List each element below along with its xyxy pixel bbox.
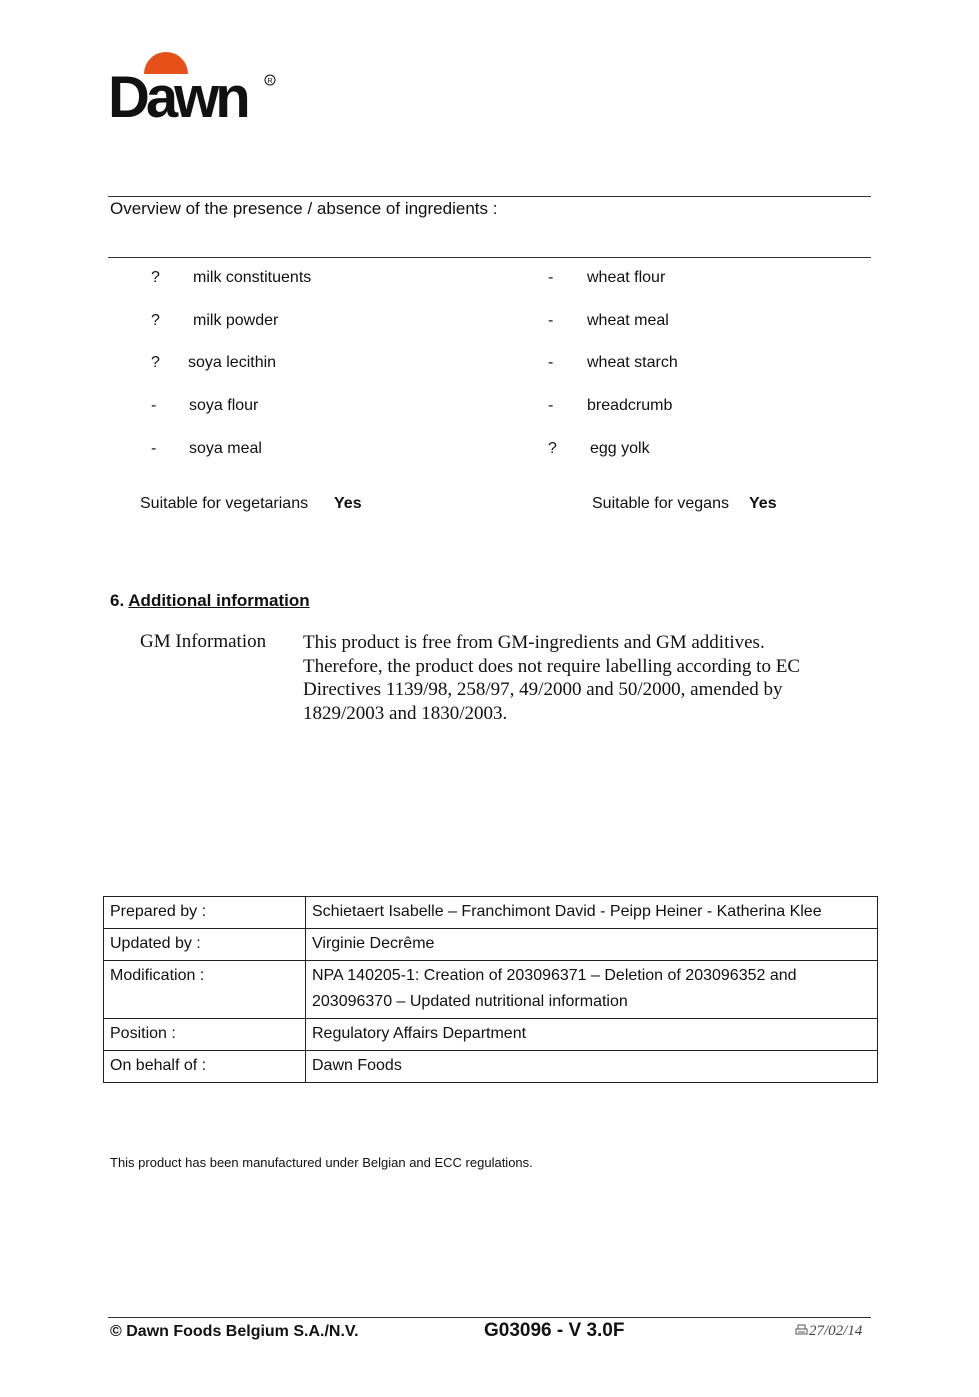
- section-6-heading: [110, 591, 310, 611]
- ingredient-mark: -: [548, 397, 554, 414]
- footer-company: © Dawn Foods Belgium S.A./N.V.: [110, 1323, 359, 1340]
- gm-information-text: This product is free from GM-ingredients and GM additives. Therefore, the product does not require labelling according to EC Directives 1139/98, 258/97, 49/2000 and 50/2000, amended by 1829/2003 and 1830/2003.: [303, 632, 800, 724]
- table-label: Modification :: [104, 961, 306, 1019]
- table-value: Regulatory Affairs Department: [306, 1019, 878, 1051]
- vegans-label: Suitable for vegans: [592, 495, 729, 512]
- ingredient-egg-yolk: egg yolk: [590, 440, 650, 457]
- vegetarians-value: Yes: [334, 495, 362, 512]
- section-title: Additional information: [128, 591, 310, 610]
- table-label: Prepared by :: [104, 897, 306, 929]
- table-row: [104, 961, 878, 1019]
- ingredient-mark: -: [151, 440, 157, 457]
- table-label: On behalf of :: [104, 1051, 306, 1083]
- ingredient-mark: -: [548, 354, 554, 371]
- ingredient-wheat-flour: wheat flour: [587, 269, 666, 286]
- document-info-table: [103, 896, 878, 1083]
- vegans-value: Yes: [749, 495, 777, 512]
- table-value: Virginie Decrême: [306, 929, 878, 961]
- ingredient-wheat-starch: wheat starch: [587, 354, 678, 371]
- ingredient-wheat-meal: wheat meal: [587, 312, 669, 329]
- ingredient-mark: ?: [151, 269, 160, 286]
- footer-doc-code: G03096 - V 3.0F: [484, 1320, 625, 1341]
- table-row: [104, 1051, 878, 1083]
- ingredient-breadcrumb: breadcrumb: [587, 397, 673, 414]
- ingredient-mark: ?: [151, 354, 160, 371]
- ingredient-mark: -: [151, 397, 157, 414]
- section-number: 6.: [110, 591, 125, 610]
- svg-text:R: R: [267, 78, 273, 85]
- ingredient-mark: -: [548, 269, 554, 286]
- table-row: [104, 897, 878, 929]
- printer-icon: [795, 1324, 808, 1341]
- table-label: Updated by :: [104, 929, 306, 961]
- regulation-note: This product has been manufactured under Belgian and ECC regulations.: [110, 1155, 533, 1170]
- logo-wordmark: Dawn: [108, 65, 247, 124]
- ingredient-milk-powder: milk powder: [193, 312, 279, 329]
- ingredient-soya-lecithin: soya lecithin: [188, 354, 277, 371]
- ingredient-soya-flour: soya flour: [189, 397, 259, 414]
- footer-date-text: 27/02/14: [809, 1323, 863, 1339]
- ingredient-milk-constituents: milk constituents: [193, 269, 312, 286]
- table-label: Position :: [104, 1019, 306, 1051]
- dawn-logo: [106, 52, 281, 124]
- ingredient-soya-meal: soya meal: [189, 440, 262, 457]
- ingredient-mark: ?: [548, 440, 557, 457]
- table-value: Schietaert Isabelle – Franchimont David - Peipp Heiner - Katherina Klee: [306, 897, 878, 929]
- ingredient-mark: ?: [151, 312, 160, 329]
- overview-title: Overview of the presence / absence of ingredients :: [110, 199, 498, 218]
- table-row: [104, 929, 878, 961]
- table-value: Dawn Foods: [306, 1051, 878, 1083]
- gm-information-label: GM Information: [140, 631, 267, 652]
- table-value: NPA 140205-1: Creation of 203096371 – Deletion of 203096352 and 203096370 – Updated nutritional information: [306, 961, 878, 1019]
- vegetarians-label: Suitable for vegetarians: [140, 495, 309, 512]
- table-row: [104, 1019, 878, 1051]
- ingredient-mark: -: [548, 312, 554, 329]
- footer-date: [795, 1323, 862, 1341]
